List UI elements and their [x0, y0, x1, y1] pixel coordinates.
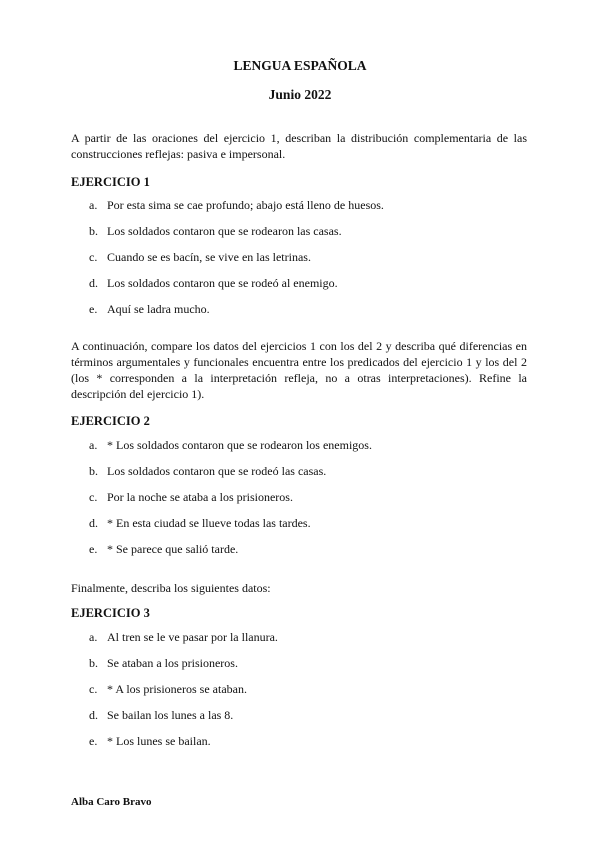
list-item-text: Los soldados contaron que se rodeó las casas.: [107, 464, 327, 478]
list-item: [0, 276, 600, 292]
list-item: [0, 542, 600, 558]
list-item-text: * Los lunes se bailan.: [107, 734, 211, 748]
list-item: [0, 224, 600, 240]
list-marker: b.: [89, 464, 98, 478]
final-paragraph: Finalmente, describa los siguientes datos:: [71, 581, 271, 595]
list-marker: a.: [89, 438, 98, 452]
document-title: LENGUA ESPAÑOLA: [233, 58, 367, 73]
list-item-text: Se bailan los lunes a las 8.: [107, 708, 234, 722]
list-item-text: Aquí se ladra mucho.: [107, 302, 210, 316]
list-item: [0, 708, 600, 724]
list-item: [0, 302, 600, 318]
list-marker: a.: [89, 198, 98, 212]
list-item: [0, 490, 600, 506]
list-marker: d.: [89, 276, 98, 290]
list-item: [0, 464, 600, 480]
list-marker: c.: [89, 250, 98, 264]
list-item-text: * A los prisioneros se ataban.: [107, 682, 247, 696]
list-item-text: Se ataban a los prisioneros.: [107, 656, 238, 670]
list-marker: c.: [89, 682, 98, 696]
list-item-text: * Se parece que salió tarde.: [107, 542, 239, 556]
author-footer: Alba Caro Bravo: [71, 796, 152, 808]
list-item-text: Por esta sima se cae profundo; abajo está lleno de huesos.: [107, 198, 384, 212]
document-date: Junio 2022: [268, 87, 332, 102]
list-item-text: Cuando se es bacín, se vive en las letrinas.: [107, 250, 311, 264]
list-item-text: Por la noche se ataba a los prisioneros.: [107, 490, 293, 504]
list-item: [0, 734, 600, 750]
list-item-text: * Los soldados contaron que se rodearon los enemigos.: [107, 438, 372, 452]
exercise-3-heading: EJERCICIO 3: [71, 606, 150, 620]
list-item: [0, 656, 600, 672]
list-marker: b.: [89, 656, 98, 670]
exercise-2-heading: EJERCICIO 2: [71, 414, 150, 428]
list-item: [0, 198, 600, 214]
list-marker: d.: [89, 516, 98, 530]
list-marker: c.: [89, 490, 98, 504]
exercise-1-heading: EJERCICIO 1: [71, 175, 150, 189]
list-item-text: * En esta ciudad se llueve todas las tardes.: [107, 516, 311, 530]
list-marker: d.: [89, 708, 98, 722]
intro-paragraph: A partir de las oraciones del ejercicio 1, describan la distribución complementaria de las construcciones reflejas: pasiva e impersonal.: [71, 131, 527, 161]
list-item: [0, 630, 600, 646]
list-item: [0, 682, 600, 698]
list-item-text: Al tren se le ve pasar por la llanura.: [107, 630, 278, 644]
list-marker: a.: [89, 630, 98, 644]
list-item: [0, 438, 600, 454]
list-marker: e.: [89, 734, 98, 748]
comparison-paragraph: A continuación, compare los datos del ejercicios 1 con los del 2 y describa qué diferencias en términos argumentales y funcionales encuentra entre los predicados del ejercicio 1 y los del 2 (los * corresponden a la interpretación refleja, no a otras interpretaciones). Refine la descripción del ejercicio 1).: [71, 339, 527, 401]
list-item: [0, 250, 600, 266]
list-item-text: Los soldados contaron que se rodeó al enemigo.: [107, 276, 338, 290]
list-item-text: Los soldados contaron que se rodearon las casas.: [107, 224, 342, 238]
list-marker: b.: [89, 224, 98, 238]
list-marker: e.: [89, 302, 98, 316]
list-item: [0, 516, 600, 532]
list-marker: e.: [89, 542, 98, 556]
